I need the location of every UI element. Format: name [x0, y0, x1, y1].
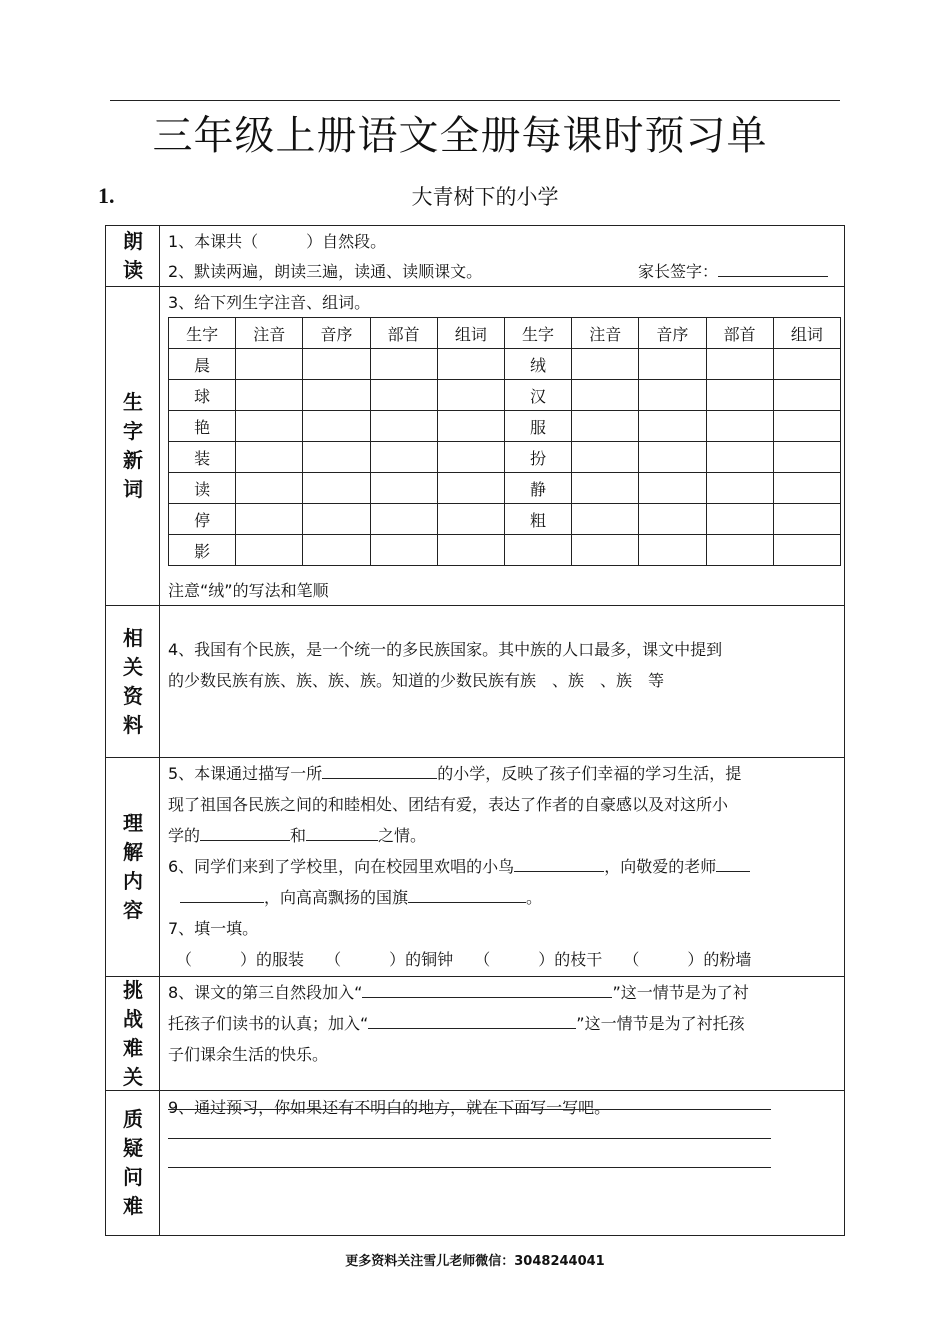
section-label: 相 关 资 料 — [106, 606, 160, 757]
vocab-table — [168, 317, 841, 566]
char-cell: 扮 — [504, 442, 571, 473]
char-cell: 绒 — [504, 349, 571, 380]
char-cell: 球 — [169, 380, 236, 411]
answer-blank[interactable] — [362, 996, 612, 998]
writing-line[interactable] — [168, 1167, 771, 1168]
table-header-row — [169, 318, 841, 349]
char-cell: 汉 — [504, 380, 571, 411]
table-row — [169, 380, 841, 411]
table-header: 部首 — [706, 318, 773, 349]
table-header: 音序 — [303, 318, 370, 349]
fill-item[interactable]: （ ）的枝干 — [474, 950, 603, 969]
fill-item[interactable]: （ ）的铜钟 — [325, 950, 454, 969]
writing-line[interactable] — [168, 1109, 771, 1110]
table-row — [169, 535, 841, 566]
question-4-line-1: 4、我国有个民族，是一个统一的多民族国家。其中族的人口最多，课文中提到 — [168, 640, 723, 659]
table-row — [169, 442, 841, 473]
answer-blank[interactable] — [514, 870, 604, 872]
question-4-line-2: 的少数民族有族、族、族、族。知道的少数民族有族 、族 、族 等 — [168, 671, 665, 690]
question-6-line-1: 6、同学们来到了学校里，向在校园里欢唱的小鸟 ，向敬爱的老师 — [168, 854, 838, 877]
char-cell: 艳 — [169, 411, 236, 442]
question-8-line-2: 托孩子们读书的认真；加入“ ”这一情节是为了衬托孩 — [168, 1014, 745, 1033]
section-materials — [105, 605, 845, 758]
question-1: 1、本课共（ ）自然段。 — [168, 232, 387, 251]
table-header: 注音 — [572, 318, 639, 349]
char-cell: 服 — [504, 411, 571, 442]
section-challenge — [105, 976, 845, 1091]
char-cell: 装 — [169, 442, 236, 473]
fill-in-row — [176, 947, 838, 970]
char-cell: 静 — [504, 473, 571, 504]
char-cell — [504, 535, 571, 566]
fill-item[interactable]: （ ）的服装 — [176, 950, 305, 969]
question-5-line-2: 现了祖国各民族之间的和睦相处、团结有爱，表达了作者的自豪感以及对这所小 — [168, 795, 729, 814]
answer-blank[interactable] — [716, 870, 750, 872]
table-row — [169, 473, 841, 504]
answer-blank[interactable] — [306, 839, 378, 841]
fill-item[interactable]: （ ）的粉墙 — [623, 950, 752, 969]
char-cell: 晨 — [169, 349, 236, 380]
table-row — [169, 504, 841, 535]
question-7: 7、填一填。 — [168, 919, 259, 938]
answer-blank[interactable] — [200, 839, 290, 841]
page-title: 三年级上册语文全册每课时预习单 — [152, 113, 768, 159]
answer-blank[interactable] — [180, 901, 264, 903]
question-6-line-2: ，向高高飘扬的国旗 。 — [168, 885, 838, 908]
char-cell: 粗 — [504, 504, 571, 535]
table-header: 组词 — [773, 318, 840, 349]
char-cell: 停 — [169, 504, 236, 535]
table-row — [169, 411, 841, 442]
table-header: 生字 — [504, 318, 571, 349]
section-vocab — [105, 286, 845, 606]
parent-signature[interactable]: 家长签字： — [638, 259, 828, 282]
lesson-number: 1. — [98, 183, 115, 208]
table-header: 组词 — [437, 318, 504, 349]
table-header: 生字 — [169, 318, 236, 349]
section-label: 挑 战 难 关 — [106, 977, 160, 1090]
char-cell: 影 — [169, 535, 236, 566]
answer-blank[interactable] — [368, 1027, 576, 1029]
question-5-line-1: 5、本课通过描写一所 的小学，反映了孩子们幸福的学习生活，提 — [168, 764, 742, 783]
section-understanding — [105, 757, 845, 977]
section-questions — [105, 1090, 845, 1236]
question-8-line-1: 8、课文的第三自然段加入“ ”这一情节是为了衬 — [168, 983, 749, 1002]
question-9: 9、通过预习，你如果还有不明白的地方，就在下面写一写吧。 — [168, 1098, 611, 1117]
answer-blank[interactable] — [408, 901, 526, 903]
section-label: 质 疑 问 难 — [106, 1091, 160, 1235]
question-2: 2、默读两遍，朗读三遍，读通、读顺课文。 — [168, 262, 483, 281]
writing-line[interactable] — [168, 1138, 771, 1139]
footer-note: 更多资料关注雪儿老师微信：3048244041 — [345, 1254, 605, 1269]
section-reading — [105, 225, 845, 287]
char-cell: 读 — [169, 473, 236, 504]
answer-blank[interactable] — [322, 777, 437, 779]
section-label: 理 解 内 容 — [106, 758, 160, 976]
section-label: 生 字 新 词 — [106, 287, 160, 605]
writing-note: 注意“绒”的写法和笔顺 — [168, 581, 329, 600]
lesson-title: 大青树下的小学 — [411, 185, 559, 209]
top-rule — [110, 100, 840, 101]
section-label: 朗 读 — [106, 226, 160, 286]
table-row — [169, 349, 841, 380]
table-header: 音序 — [639, 318, 706, 349]
question-8-line-3: 子们课余生活的快乐。 — [168, 1045, 329, 1064]
question-5-line-3: 学的 和 之情。 — [168, 826, 427, 845]
table-header: 注音 — [236, 318, 303, 349]
question-3: 3、给下列生字注音、组词。 — [168, 293, 371, 312]
table-header: 部首 — [370, 318, 437, 349]
